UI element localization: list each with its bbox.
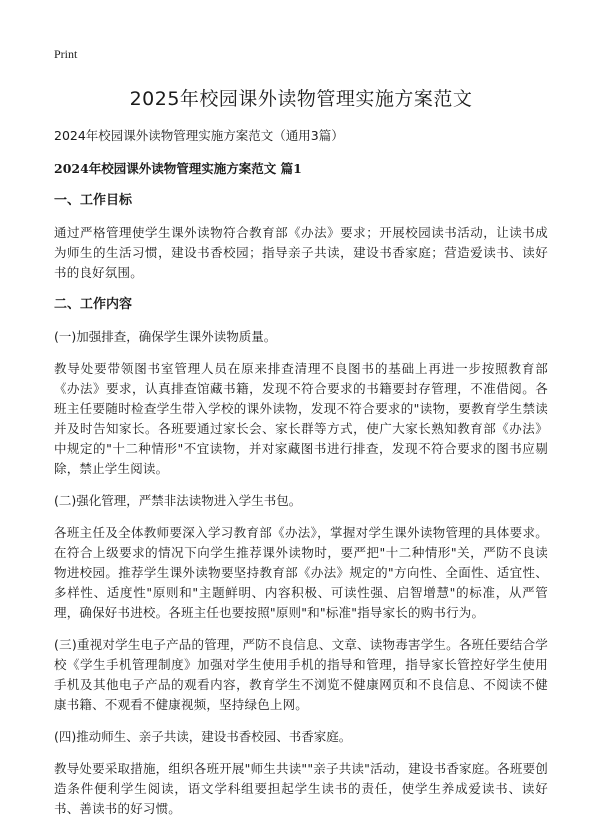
subsection-title-4: (四)推动师生、亲子共读，建设书香校园、书香家庭。: [54, 729, 352, 744]
subsection-3: [54, 635, 548, 715]
section-heading-content: 二、工作内容: [54, 297, 133, 312]
subsection-title-1: (一)加强排查，确保学生课外读物质量。: [54, 329, 277, 344]
document-title: 2025年校园课外读物管理实施方案范文: [129, 88, 473, 110]
subsection-title-3: (三)重视对学生电子产品的管理，严防不良信息、文章、读物毒害学生。: [54, 637, 459, 652]
document-subtitle: 2024年校园课外读物管理实施方案范文（通用3篇）: [54, 128, 344, 143]
subsection-body-2: 各班主任及全体教师要深入学习教育部《办法》，掌握对学生课外读物管理的具体要求。在符合上级要求的情况下向学生推荐课外读物时，要严把"十二种情形"关，严防不良读物进校园。推荐学生课外读物要坚持教育部《办法》规定的"方向性、全面性、适宜性、多样性、适度性"原则和"主题鲜明、内容积极、可读性强、启智增慧"的标准，从严管理，确保好书进校。各班主任也要按照"原则"和"标准"指导家长的购书行为。: [54, 525, 548, 620]
section-paragraph-goals: 通过严格管理使学生课外读物符合教育部《办法》要求；开展校园读书活动，让读书成为师生的生活习惯，建设书香校园；指导亲子共读，建设书香家庭；营造爱读书、读好书的良好氛围。: [54, 225, 548, 280]
print-link[interactable]: Print: [54, 47, 78, 61]
section-heading-goals: 一、工作目标: [54, 193, 133, 208]
subsection-body-1: 教导处要带领图书室管理人员在原来排查清理不良图书的基础上再进一步按照教育部《办法》要求，认真排查馆藏书籍，发现不符合要求的书籍要封存管理，不准借阅。各班主任要随时检查学生带入学校的课外读物，发现不符合要求的"读物，要教育学生禁读并及时告知家长。各班要通过家长会、家长群等方式，使广大家长熟知教育部《办法》中规定的"十二种情形"不宜读物，并对家藏图书进行排查，发现不符合要求的图书应剔除，禁止学生阅读。: [54, 361, 548, 476]
subsection-body-3: 各班任要结合学校《学生手机管理制度》加强对学生使用手机的指导和管理，指导家长管控好学生使用手机及其他电子产品的观看内容，教育学生不浏览不健康网页和不良信息、不阅读不健康书籍、不观看不健康视频，坚持绿色上网。: [54, 637, 548, 712]
subsection-title-2: (二)强化管理，严禁非法读物进入学生书包。: [54, 493, 302, 508]
subsection-body-4: 教导处要采取措施，组织各班开展"师生共读""亲子共读"活动，建设书香家庭。各班要创造条件便利学生阅读，语文学科组要担起学生读书的责任，使学生养成爱读书、读好书、善读书的好习惯。: [54, 761, 548, 816]
article-heading: 2024年校园课外读物管理实施方案范文 篇1: [54, 161, 302, 176]
